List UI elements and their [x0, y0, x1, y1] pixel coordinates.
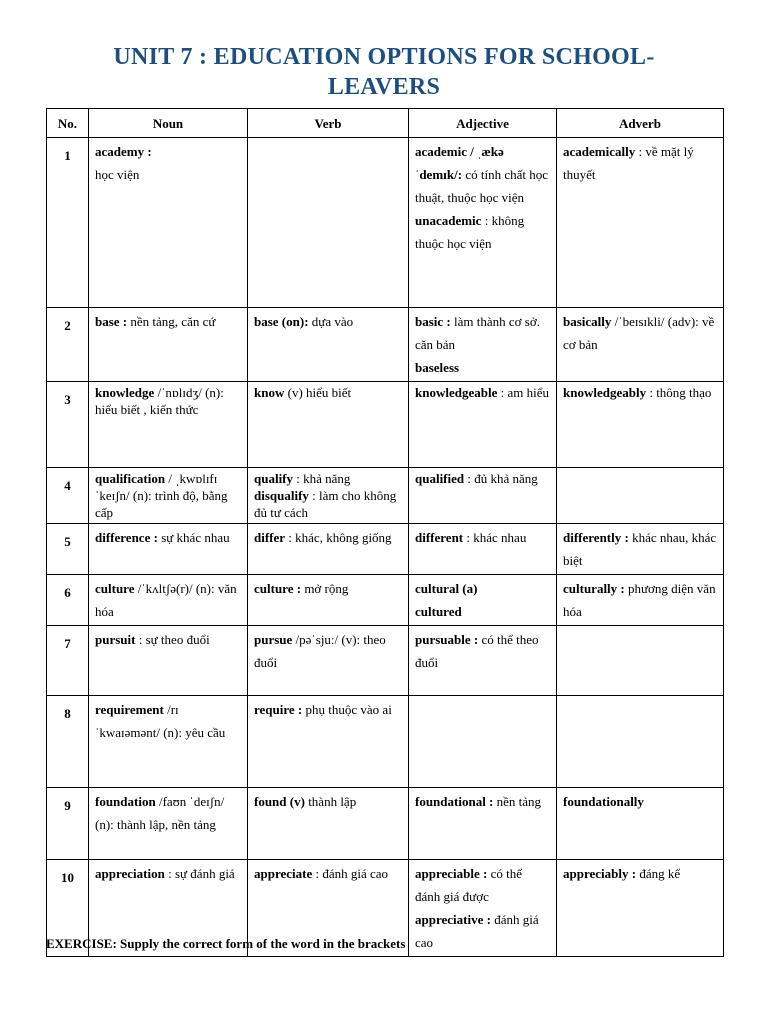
adjective-cell — [409, 575, 557, 626]
word-entry — [254, 628, 402, 674]
word-meaning: sự khác nhau — [157, 530, 230, 545]
word-entry — [254, 470, 402, 487]
word-meaning: /pəˈsjuː/ (v): theo đuổi — [254, 632, 386, 670]
word-form: basically — [563, 314, 612, 329]
adverb-cell — [557, 382, 724, 468]
row-number: 8 — [47, 696, 89, 788]
word-meaning: có tính chất học thuật, thuộc học viện — [415, 167, 548, 205]
word-form: culturally : — [563, 581, 625, 596]
word-meaning: : sự đánh giá — [164, 866, 235, 881]
table-row — [47, 468, 724, 524]
word-form: unacademic — [415, 213, 482, 228]
adjective-cell — [409, 524, 557, 575]
word-meaning: / ˌkwɒlɪfɪ ˈkeɪʃn/ (n): trình độ, bằng cấp — [95, 471, 228, 520]
word-meaning: học viện — [95, 167, 140, 182]
word-meaning: : không thuộc học viện — [415, 213, 525, 251]
word-entry — [95, 862, 241, 885]
word-meaning: : am hiểu — [497, 385, 549, 400]
word-entry — [415, 209, 550, 255]
word-meaning: nền tảng — [493, 794, 542, 809]
word-form: foundational : — [415, 794, 494, 809]
noun-cell — [89, 696, 248, 788]
header-no: No. — [47, 109, 89, 138]
row-number: 5 — [47, 524, 89, 575]
word-meaning: có thể đánh giá được — [415, 866, 522, 904]
word-entry — [95, 698, 241, 744]
noun-cell — [89, 382, 248, 468]
word-form: knowledgeable — [415, 385, 498, 400]
adverb-cell — [557, 696, 724, 788]
word-entry — [254, 698, 402, 721]
noun-cell — [89, 138, 248, 308]
noun-cell — [89, 308, 248, 382]
word-entry — [95, 577, 241, 623]
word-entry — [95, 310, 241, 333]
adverb-cell — [557, 575, 724, 626]
word-form: different — [415, 530, 464, 545]
word-entry — [95, 384, 241, 418]
word-entry — [415, 310, 550, 356]
verb-cell — [248, 138, 409, 308]
word-meaning: /rɪ ˈkwaɪəmənt/ (n): yêu cầu — [95, 702, 226, 740]
adverb-cell — [557, 524, 724, 575]
word-meaning: dựa vào — [308, 314, 354, 329]
word-entry — [563, 790, 717, 813]
word-form: know — [254, 385, 285, 400]
word-form: qualify — [254, 471, 294, 486]
row-number: 9 — [47, 788, 89, 860]
word-meaning: (v) hiểu biết — [284, 385, 352, 400]
word-entry — [563, 384, 717, 401]
word-meaning: /ˈnɒlɪdʒ/ (n): hiểu biết , kiến thức — [95, 385, 224, 417]
word-entry — [254, 790, 402, 813]
word-entry — [415, 140, 550, 209]
title-line-1: UNIT 7 : EDUCATION OPTIONS FOR SCHOOL- — [113, 44, 655, 70]
noun-cell — [89, 626, 248, 696]
word-meaning: : sự theo đuổi — [135, 632, 210, 647]
page-title — [60, 42, 708, 102]
adjective-cell — [409, 138, 557, 308]
word-meaning: phương diện văn hóa — [563, 581, 716, 619]
word-entry — [415, 526, 550, 549]
word-form: appreciation — [95, 866, 165, 881]
word-entry — [415, 628, 550, 674]
word-meaning: phụ thuộc vào ai — [302, 702, 392, 717]
word-form: knowledge — [95, 385, 155, 400]
verb-cell — [248, 524, 409, 575]
word-meaning: : khác, không giống — [285, 530, 392, 545]
title-line-2: LEAVERS — [327, 74, 441, 100]
word-form: appreciable : — [415, 866, 488, 881]
word-form: base : — [95, 314, 128, 329]
adjective-cell — [409, 382, 557, 468]
word-meaning: nền tảng, căn cứ — [127, 314, 216, 329]
table-row — [47, 788, 724, 860]
table-body — [47, 138, 724, 957]
word-meaning: : về mặt lý thuyết — [563, 144, 694, 182]
word-entry — [563, 140, 717, 186]
row-number: 2 — [47, 308, 89, 382]
word-form: difference : — [95, 530, 158, 545]
word-form: cultured — [415, 604, 462, 619]
row-number: 1 — [47, 138, 89, 308]
verb-cell — [248, 696, 409, 788]
verb-cell — [248, 468, 409, 524]
word-meaning: làm thành cơ sở. căn bản — [415, 314, 540, 352]
word-form: culture — [95, 581, 135, 596]
word-entry — [254, 487, 402, 521]
word-form: knowledgeably — [563, 385, 647, 400]
row-number: 6 — [47, 575, 89, 626]
vocabulary-table — [46, 108, 724, 957]
word-form: appreciative : — [415, 912, 491, 927]
verb-cell — [248, 382, 409, 468]
word-entry — [415, 356, 550, 379]
adverb-cell — [557, 308, 724, 382]
word-entry — [563, 862, 717, 885]
word-meaning: /faʊn ˈdeɪʃn/ (n): thành lập, nền tảng — [95, 794, 225, 832]
noun-cell — [89, 575, 248, 626]
verb-cell — [248, 626, 409, 696]
word-meaning: đáng kể — [636, 866, 681, 881]
adjective-cell — [409, 696, 557, 788]
word-form: differ — [254, 530, 286, 545]
word-meaning: mở rộng — [301, 581, 349, 596]
adverb-cell — [557, 138, 724, 308]
word-form: appreciably : — [563, 866, 637, 881]
word-entry — [254, 577, 402, 600]
adverb-cell — [557, 788, 724, 860]
word-form: requirement — [95, 702, 164, 717]
word-meaning: đánh giá cao — [415, 912, 539, 950]
word-meaning: : đủ khả năng — [464, 471, 538, 486]
table-row — [47, 138, 724, 308]
adverb-cell — [557, 626, 724, 696]
exercise-label: EXERCISE: — [46, 936, 117, 951]
word-entry — [254, 862, 402, 885]
adjective-cell — [409, 788, 557, 860]
exercise-text: Supply the correct form of the word in the brackets — [116, 936, 406, 951]
header-adverb: Adverb — [557, 109, 724, 138]
word-meaning: có thể theo đuổi — [415, 632, 539, 670]
word-form: pursuit — [95, 632, 136, 647]
word-form: academic / ˌækə ˈdemɪk/: — [415, 144, 504, 182]
table-row — [47, 382, 724, 468]
verb-cell — [248, 788, 409, 860]
noun-cell — [89, 524, 248, 575]
word-entry — [95, 163, 241, 186]
adverb-cell — [557, 468, 724, 524]
word-entry — [254, 526, 402, 549]
word-meaning: : thông thạo — [646, 385, 712, 400]
word-meaning: /ˈbeɪsɪkli/ (adv): về cơ bản — [563, 314, 715, 352]
word-entry — [563, 310, 717, 356]
word-form: appreciate — [254, 866, 313, 881]
adjective-cell — [409, 308, 557, 382]
word-form: base (on): — [254, 314, 309, 329]
word-entry — [95, 140, 241, 163]
word-meaning: thành lập — [304, 794, 357, 809]
word-entry — [254, 384, 402, 401]
header-noun: Noun — [89, 109, 248, 138]
word-form: academy : — [95, 144, 152, 159]
noun-cell — [89, 468, 248, 524]
exercise-instruction — [46, 936, 726, 952]
table-row — [47, 308, 724, 382]
table-row — [47, 524, 724, 575]
word-entry — [415, 790, 550, 813]
table-row — [47, 696, 724, 788]
word-form: baseless — [415, 360, 460, 375]
word-meaning: : khác nhau — [463, 530, 527, 545]
word-form: found (v) — [254, 794, 305, 809]
row-number: 4 — [47, 468, 89, 524]
word-entry — [563, 526, 717, 572]
word-entry — [254, 310, 402, 333]
word-entry — [95, 470, 241, 521]
word-form: basic : — [415, 314, 451, 329]
word-form: qualified — [415, 471, 465, 486]
word-entry — [415, 577, 550, 600]
adjective-cell — [409, 468, 557, 524]
word-form: culture : — [254, 581, 302, 596]
header-verb: Verb — [248, 109, 409, 138]
word-entry — [415, 384, 550, 401]
word-form: pursue — [254, 632, 293, 647]
word-form: foundationally — [563, 794, 644, 809]
word-form: pursuable : — [415, 632, 479, 647]
word-entry — [415, 470, 550, 487]
word-entry — [95, 790, 241, 836]
word-form: cultural (a) — [415, 581, 478, 596]
word-form: qualification — [95, 471, 166, 486]
word-meaning: khác nhau, khác biệt — [563, 530, 717, 568]
word-entry — [95, 526, 241, 549]
header-adjective: Adjective — [409, 109, 557, 138]
table-header-row — [47, 109, 724, 138]
row-number: 7 — [47, 626, 89, 696]
row-number: 10 — [47, 860, 89, 957]
word-form: differently : — [563, 530, 629, 545]
verb-cell — [248, 308, 409, 382]
word-form: foundation — [95, 794, 156, 809]
word-meaning: : làm cho không đủ tư cách — [254, 488, 397, 520]
word-form: disqualify — [254, 488, 309, 503]
word-form: academically — [563, 144, 636, 159]
word-meaning: : đánh giá cao — [312, 866, 389, 881]
verb-cell — [248, 575, 409, 626]
noun-cell — [89, 788, 248, 860]
word-entry — [563, 577, 717, 623]
word-form: require : — [254, 702, 303, 717]
table-row — [47, 626, 724, 696]
word-meaning: : khả năng — [293, 471, 351, 486]
word-entry — [95, 628, 241, 651]
row-number: 3 — [47, 382, 89, 468]
word-entry — [415, 862, 550, 908]
word-meaning: /ˈkʌltʃə(r)/ (n): văn hóa — [95, 581, 237, 619]
word-entry — [415, 600, 550, 623]
table-row — [47, 575, 724, 626]
adjective-cell — [409, 626, 557, 696]
